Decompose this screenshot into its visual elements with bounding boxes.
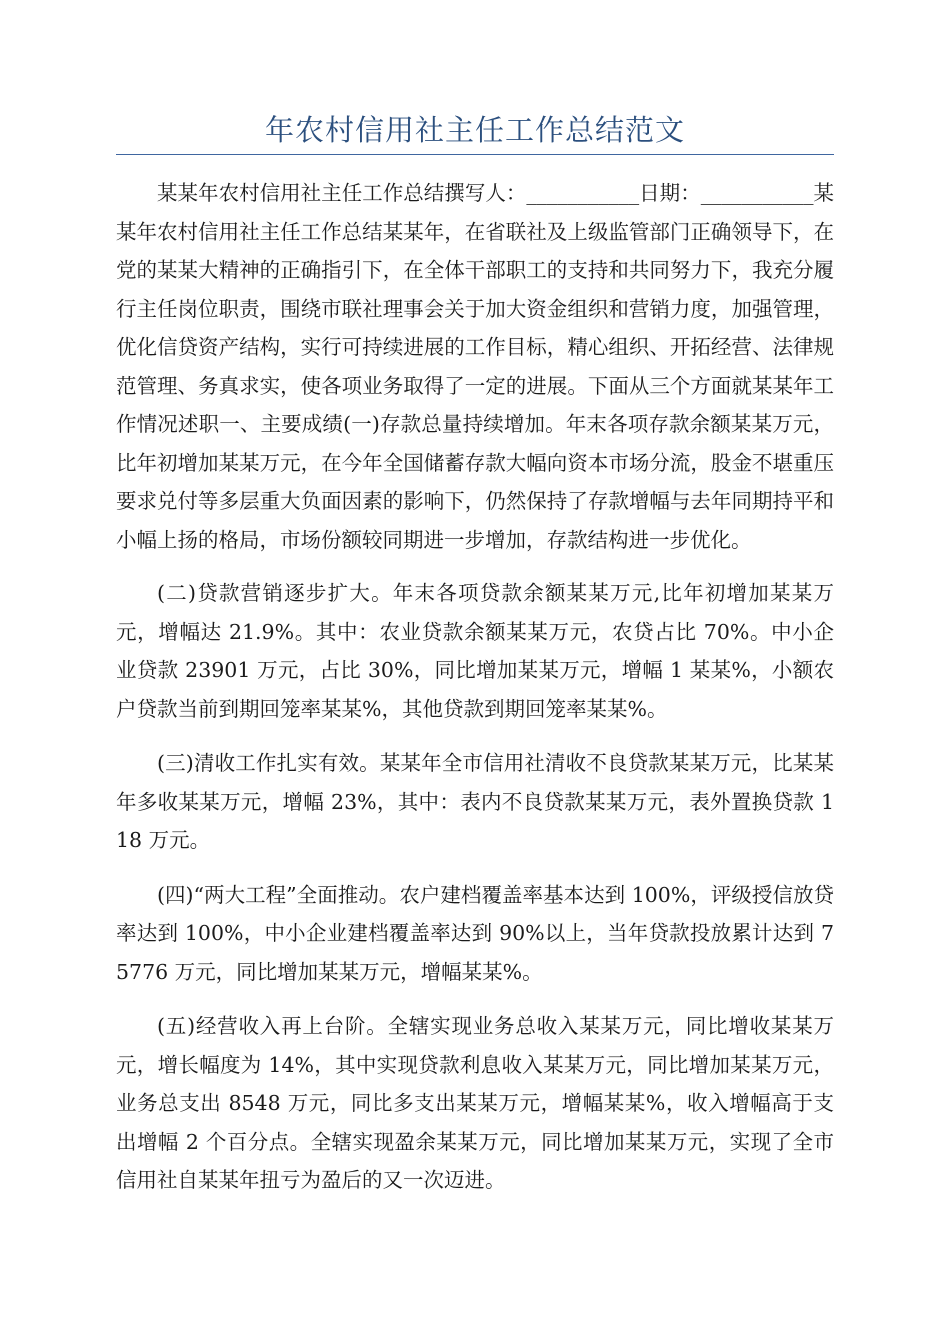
- document-body: [116, 174, 834, 1216]
- title-underline: [116, 154, 834, 155]
- paragraph-two-projects: (四)“两大工程”全面推动。农户建档覆盖率基本达到 100%，评级授信放贷率达到 100%，中小企业建档覆盖率达到 90%以上，当年贷款投放累计达到 75776 万元，同比增加某某万元，增幅某某%。: [116, 882, 834, 984]
- paragraph-revenue: (五)经营收入再上台阶。全辖实现业务总收入某某万元，同比增收某某万元，增长幅度为 14%，其中实现贷款利息收入某某万元，同比增加某某万元，业务总支出 8548 万元，同比多支出某某万元，增幅某某%，收入增幅高于支出增幅 2 个百分点。全辖实现盈余某某万元，同比增加某某万元，实现了全市信用社自某某年扭亏为盈后的又一次迈进。: [116, 1014, 834, 1192]
- paragraph-intro: 某某年农村信用社主任工作总结撰写人：___________日期：___________某某年农村信用社主任工作总结某某年，在省联社及上级监管部门正确领导下，在党的某某大精神的正确指引下，在全体干部职工的支持和共同努力下，我充分履行主任岗位职责，围绕市联社理事会关于加大资金组织和营销力度，加强管理，优化信贷资产结构，实行可持续进展的工作目标，精心组织、开拓经营、法律规范管理、务真求实，使各项业务取得了一定的进展。下面从三个方面就某某年工作情况述职一、主要成绩(一)存款总量持续增加。年末各项存款余额某某万元，比年初增加某某万元，在今年全国储蓄存款大幅向资本市场分流，股金不堪重压要求兑付等多层重大负面因素的影响下，仍然保持了存款增幅与去年同期持平和小幅上扬的格局，市场份额较同期进一步增加，存款结构进一步优化。: [116, 181, 834, 552]
- paragraph-loans: (二)贷款营销逐步扩大。年末各项贷款余额某某万元,比年初增加某某万元，增幅达 21.9%。其中：农业贷款余额某某万元，农贷占比 70%。中小企业贷款 23901 万元，占比 30%，同比增加某某万元，增幅 1 某某%，小额农户贷款当前到期回笼率某某%，其他贷款到期回笼率某某%。: [116, 581, 834, 721]
- document-title: 年农村信用社主任工作总结范文: [264, 113, 685, 147]
- paragraph-collection: (三)清收工作扎实有效。某某年全市信用社清收不良贷款某某万元，比某某年多收某某万元，增幅 23%，其中：表内不良贷款某某万元，表外置换贷款 118 万元。: [116, 751, 834, 852]
